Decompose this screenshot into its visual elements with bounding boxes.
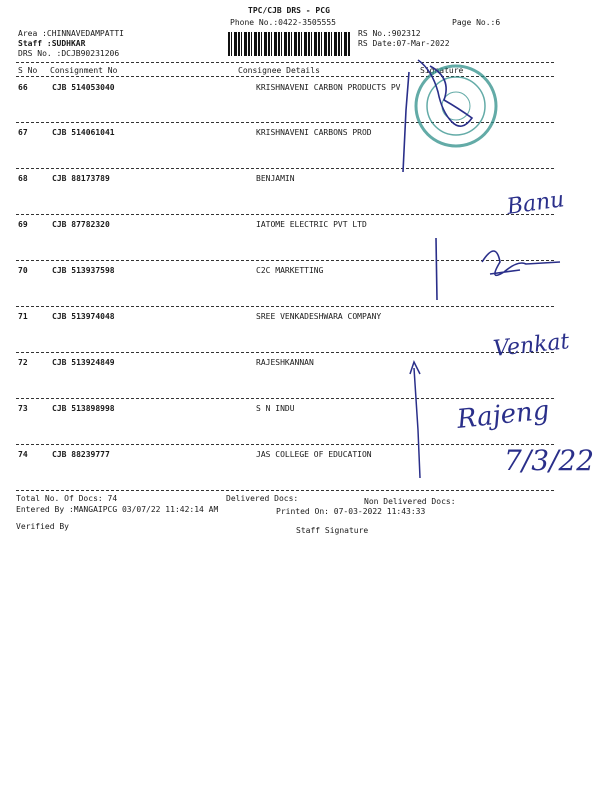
phone-number: Phone No.:0422-3505555	[230, 18, 336, 27]
verified-by: Verified By	[16, 522, 69, 531]
signature-73: Rajeng	[455, 395, 551, 435]
row-consignment: CJB 88239777	[52, 450, 110, 459]
row-divider	[16, 352, 554, 353]
divider	[16, 76, 554, 77]
document-title: TPC/CJB DRS - PCG	[248, 6, 330, 15]
row-sno: 66	[18, 83, 28, 92]
row-sno: 69	[18, 220, 28, 229]
row-consignee: JAS COLLEGE OF EDUCATION	[256, 450, 372, 459]
row-divider	[16, 122, 554, 123]
row-consignee: IATOME ELECTRIC PVT LTD	[256, 220, 367, 229]
row-sno: 72	[18, 358, 28, 367]
divider	[16, 62, 554, 63]
row-sno: 74	[18, 450, 28, 459]
column-consignee: Consignee Details	[238, 66, 320, 75]
row-divider	[16, 398, 554, 399]
area-field: Area :CHINNAVEDAMPATTI	[18, 29, 124, 38]
barcode	[228, 32, 350, 56]
drs-number: DRS No. :DCJB90231206	[18, 49, 120, 58]
row-consignee: BENJAMIN	[256, 174, 295, 183]
signature-stroke-72	[410, 362, 420, 478]
row-divider	[16, 444, 554, 445]
rs-number: RS No.:902312	[358, 29, 421, 38]
column-consignment: Consignment No	[50, 66, 118, 75]
row-sno: 73	[18, 404, 28, 413]
delivered-docs: Delivered Docs:	[226, 494, 299, 503]
row-consignee: RAJESHKANNAN	[256, 358, 314, 367]
company-stamp	[416, 66, 496, 146]
row-divider	[16, 260, 554, 261]
row-divider	[16, 214, 554, 215]
row-sno: 67	[18, 128, 28, 137]
row-consignment: CJB 513974048	[52, 312, 115, 321]
row-divider	[16, 168, 554, 169]
signature-68: Banu	[505, 187, 566, 220]
non-delivered-docs: Non Delivered Docs:	[364, 497, 456, 506]
row-consignment: CJB 87782320	[52, 220, 110, 229]
row-consignment: CJB 513937598	[52, 266, 115, 275]
signature-date-73: 7/3/22	[504, 444, 595, 477]
row-consignee: S N INDU	[256, 404, 295, 413]
row-consignment: CJB 513924849	[52, 358, 115, 367]
staff-signature-label: Staff Signature	[296, 526, 369, 535]
row-sno: 71	[18, 312, 28, 321]
row-consignee: C2C MARKETTING	[256, 266, 324, 275]
signature-71: Venkat	[492, 329, 571, 362]
row-sno: 70	[18, 266, 28, 275]
row-consignee: KRISHNAVENI CARBONS PROD	[256, 128, 372, 137]
column-signature: Signature	[420, 66, 464, 75]
page-number: Page No.:6	[452, 18, 501, 27]
row-sno: 68	[18, 174, 28, 183]
entered-by: Entered By :MANGAIPCG 03/07/22 11:42:14 AM	[16, 505, 219, 514]
total-docs: Total No. Of Docs: 74	[16, 494, 118, 503]
row-divider	[16, 490, 554, 491]
column-sno: S No	[18, 66, 38, 75]
row-consignee: SREE VENKADESHWARA COMPANY	[256, 312, 382, 321]
row-consignment: CJB 88173789	[52, 174, 110, 183]
staff-field: Staff :SUDHKAR	[18, 39, 86, 48]
rs-date: RS Date:07-Mar-2022	[358, 39, 450, 48]
row-consignment: CJB 514053040	[52, 83, 115, 92]
row-consignment: CJB 513898998	[52, 404, 115, 413]
row-divider	[16, 306, 554, 307]
row-consignee: KRISHNAVENI CARBON PRODUCTS PV	[256, 83, 401, 92]
row-consignment: CJB 514061041	[52, 128, 115, 137]
printed-on: Printed On: 07-03-2022 11:43:33	[276, 507, 426, 516]
signature-scribble-70	[436, 238, 560, 300]
